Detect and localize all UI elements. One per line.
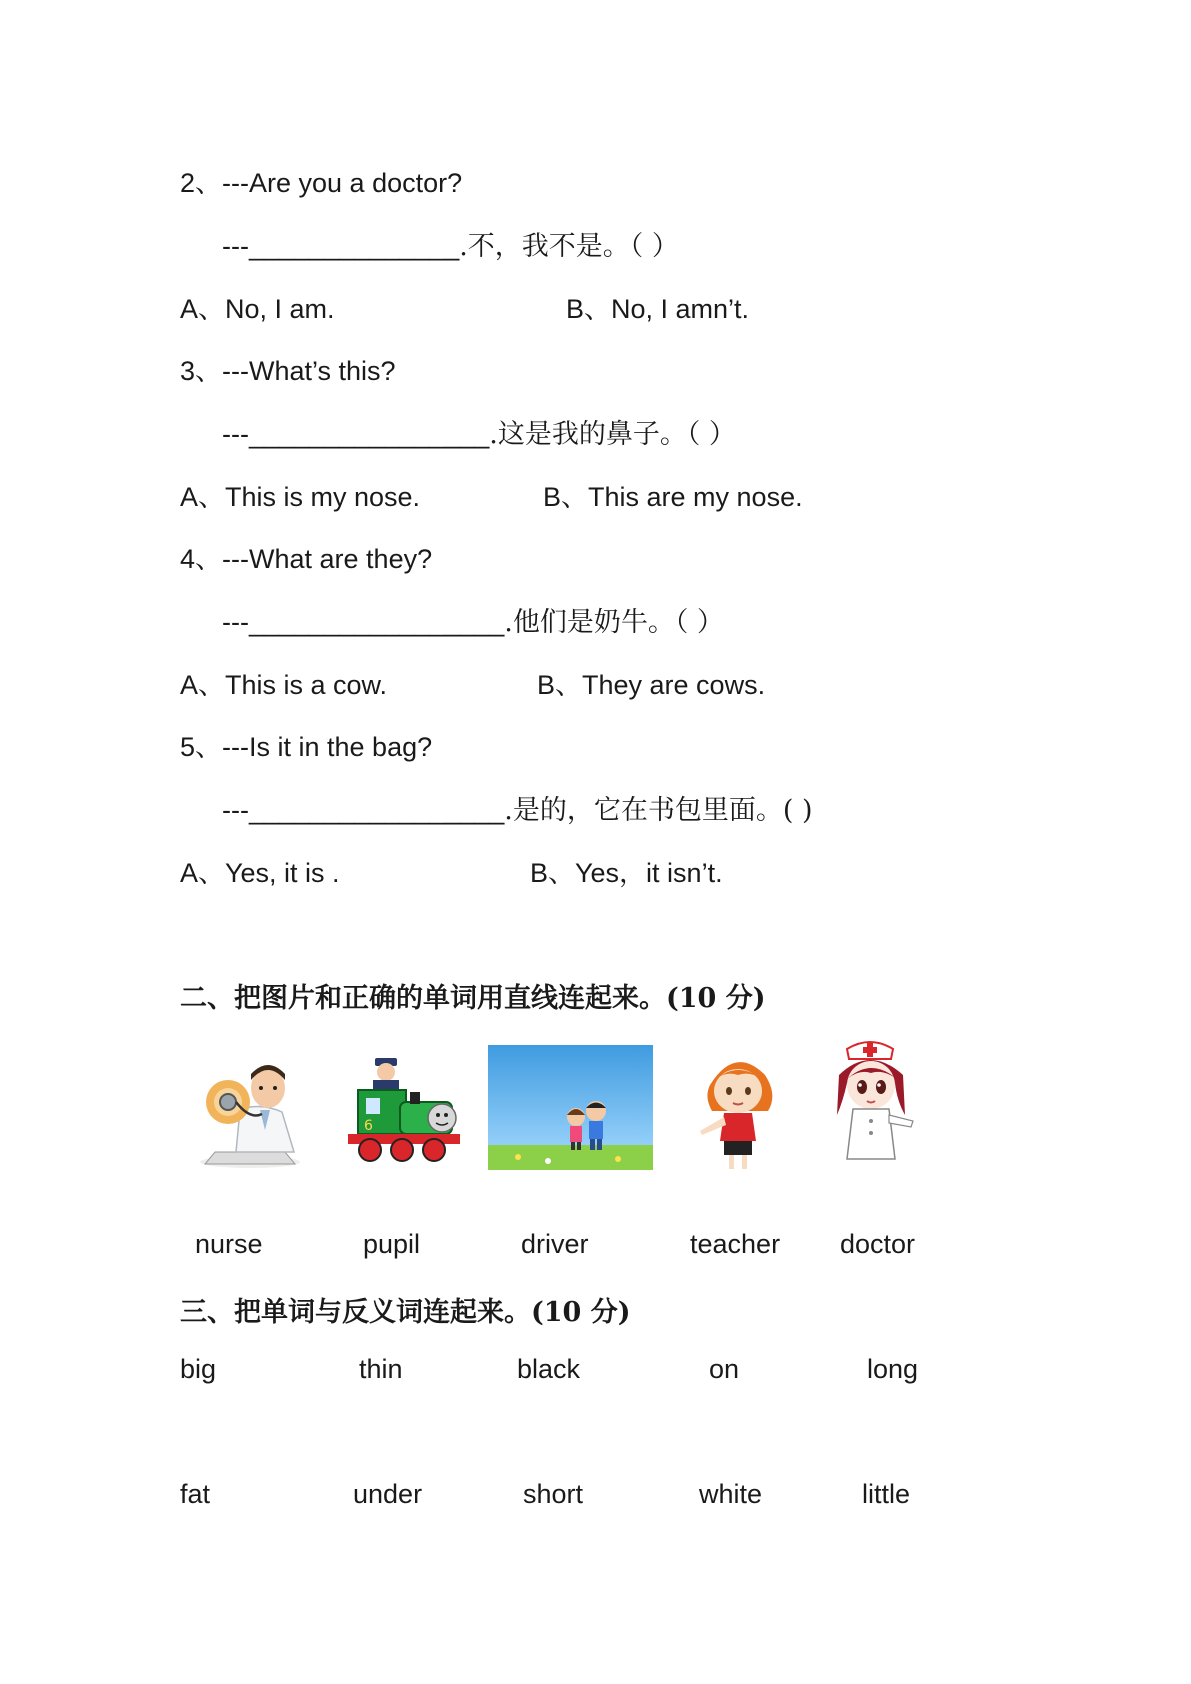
section-3-title: 三、把单词与反义词连起来。(10 分) [180,1297,631,1328]
question-2-answer-line [222,224,679,263]
svg-text:6: 6 [364,1118,373,1134]
word-fat[interactable]: fat [180,1479,211,1509]
question-2-option-b: B、No, I amn’t. [566,294,750,324]
chinese-hint: .这是我的鼻子。（ ） [489,419,736,450]
question-4-answer-line [222,600,724,639]
question-number: 2、 [180,168,223,198]
question-text: ---What are they? [222,544,433,574]
question-4-option-a: A、This is a cow. [180,670,388,700]
question-2-prompt [180,161,462,200]
chinese-hint: .是的，它在书包里面。( ) [504,795,813,826]
word-thin[interactable]: thin [359,1354,403,1384]
section-2-title: 二、把图片和正确的单词用直线连起来。(10 分) [180,983,766,1014]
word-short[interactable]: short [523,1479,584,1509]
teacher-picture[interactable] [690,1045,790,1175]
answer-blank[interactable]: _________________ [248,795,505,825]
word-under[interactable]: under [353,1479,423,1509]
nurse-picture[interactable] [825,1035,925,1170]
question-3-prompt [180,349,396,388]
answer-prefix: --- [222,795,249,825]
question-text: ---Are you a doctor? [222,168,463,198]
word-teacher[interactable]: teacher [690,1229,781,1259]
question-text: ---Is it in the bag? [222,732,433,762]
question-3-option-b: B、This are my nose. [543,482,803,512]
doctor-picture[interactable] [190,1040,310,1170]
word-white[interactable]: white [699,1479,763,1509]
word-doctor[interactable]: doctor [840,1229,916,1259]
word-on[interactable]: on [709,1354,740,1384]
answer-prefix: --- [222,607,249,637]
answer-blank[interactable]: _________________ [248,607,505,637]
question-5-option-b: B、Yes，it isn’t. [530,858,723,888]
chinese-hint: .不，我不是。（ ） [459,231,679,262]
answer-blank[interactable]: ________________ [248,419,490,449]
question-3-answer-line [222,412,736,451]
answer-prefix: --- [222,231,249,261]
word-big[interactable]: big [180,1354,217,1384]
answer-blank[interactable]: ______________ [248,231,460,261]
word-driver[interactable]: driver [521,1229,589,1259]
question-5-prompt [180,725,432,764]
word-nurse[interactable]: nurse [195,1229,263,1259]
question-number: 5、 [180,732,223,762]
word-little[interactable]: little [862,1479,911,1509]
train-picture[interactable] [340,1050,465,1170]
question-4-option-b: B、They are cows. [537,670,766,700]
answer-prefix: --- [222,419,249,449]
question-2-option-a: A、No, I am. [180,294,335,324]
question-4-prompt [180,537,432,576]
question-text: ---What’s this? [222,356,396,386]
question-number: 3、 [180,356,223,386]
chinese-hint: .他们是奶牛。（ ） [504,607,724,638]
question-5-answer-line [222,788,813,827]
word-long[interactable]: long [867,1354,919,1384]
word-pupil[interactable]: pupil [363,1229,421,1259]
question-number: 4、 [180,544,223,574]
question-5-option-a: A、Yes, it is . [180,858,340,888]
pupils-picture[interactable] [488,1045,653,1170]
word-black[interactable]: black [517,1354,581,1384]
question-3-option-a: A、This is my nose. [180,482,421,512]
